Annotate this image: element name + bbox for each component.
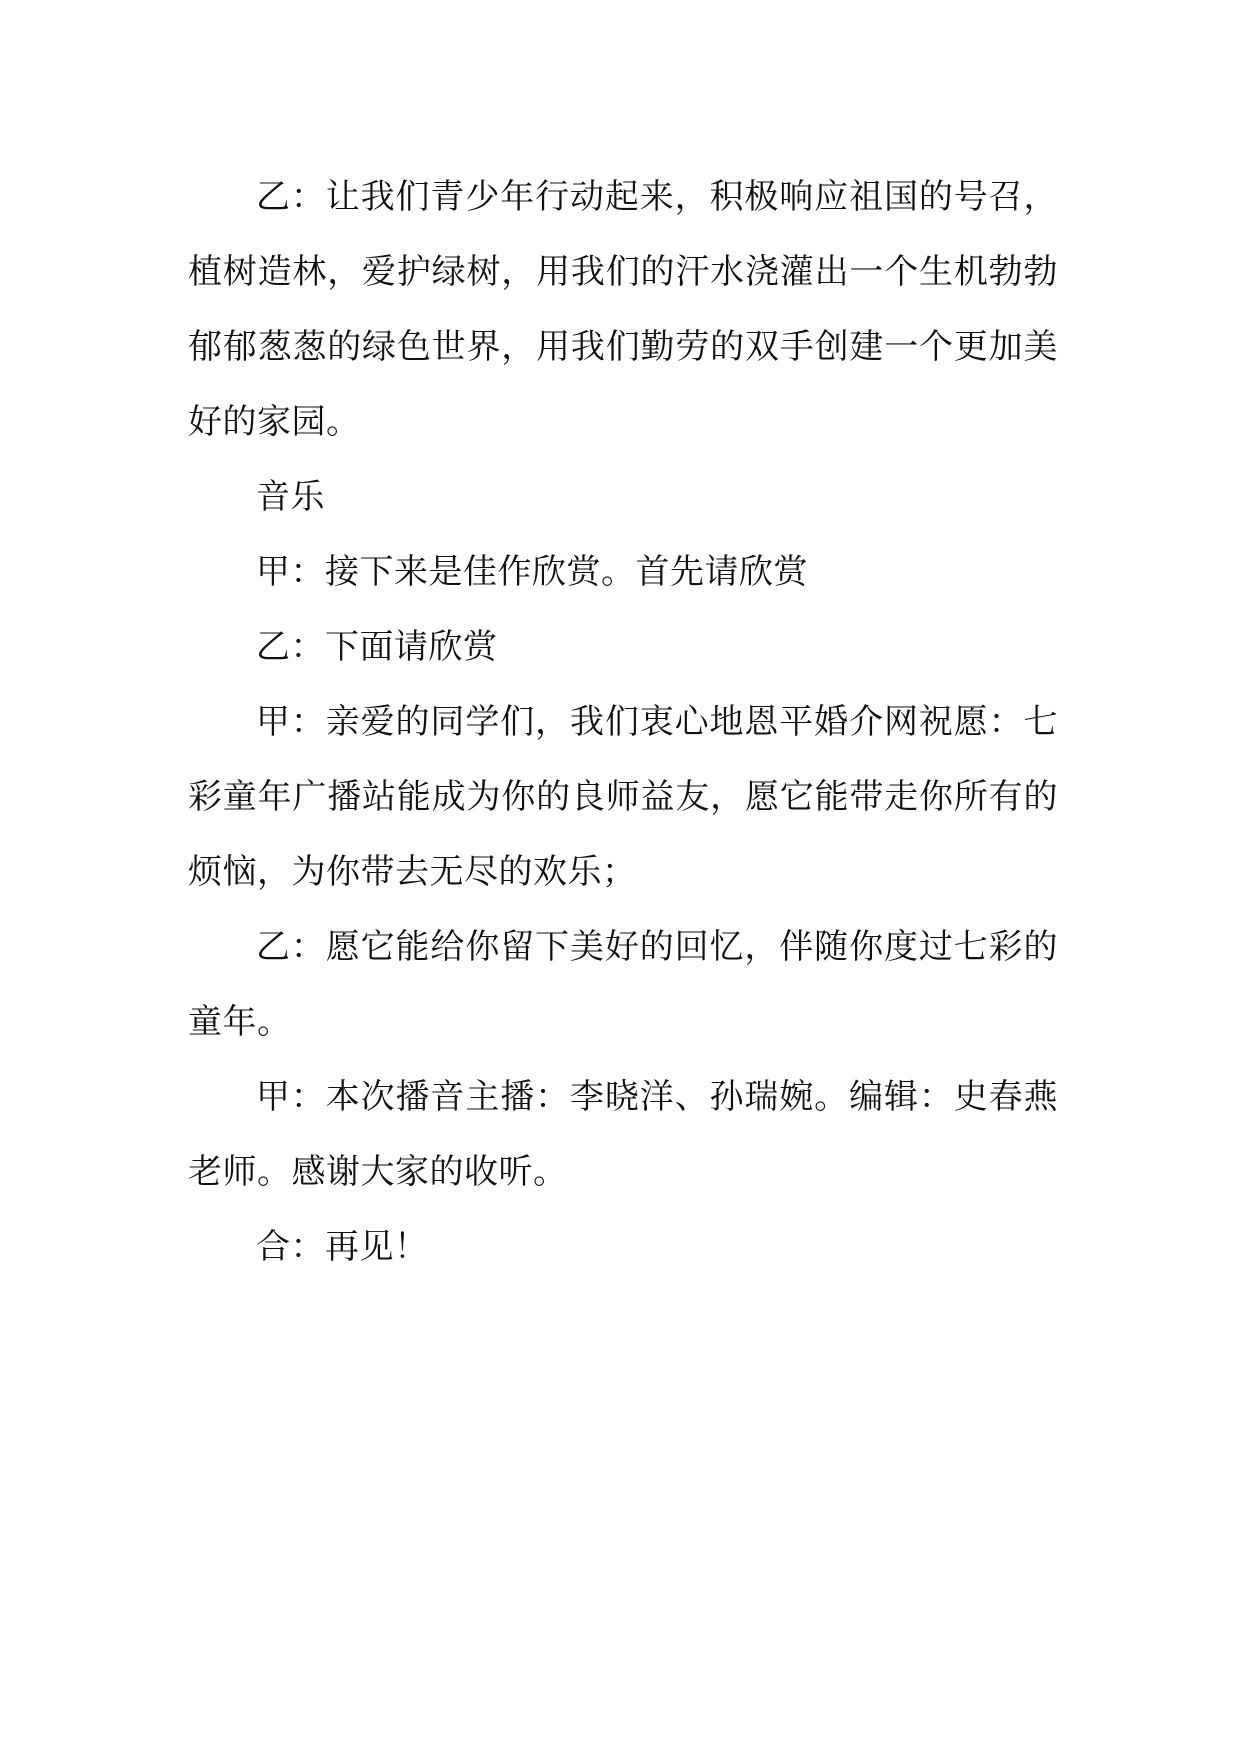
document-body xyxy=(188,160,1058,1285)
paragraph-music: 音乐 xyxy=(256,477,325,517)
paragraph-yi-appreciation: 乙：下面请欣赏 xyxy=(256,627,498,667)
paragraph-yi-wishes: 乙：愿它能给你留下美好的回忆，伴随你度过七彩的童年。 xyxy=(188,927,1058,1042)
paragraph-he-goodbye: 合：再见！ xyxy=(256,1227,429,1267)
paragraph-jia-credits: 甲：本次播音主播：李晓洋、孙瑞婉。编辑：史春燕老师。感谢大家的收听。 xyxy=(188,1077,1058,1192)
paragraph-jia-wishes: 甲：亲爱的同学们，我们衷心地恩平婚介网祝愿：七彩童年广播站能成为你的良师益友，愿它能带走你所有的烦恼，为你带去无尽的欢乐； xyxy=(188,702,1058,892)
paragraph-yi-call-to-action: 乙：让我们青少年行动起来，积极响应祖国的号召，植树造林，爱护绿树，用我们的汗水浇灌出一个生机勃勃郁郁葱葱的绿色世界，用我们勤劳的双手创建一个更加美好的家园。 xyxy=(188,177,1058,442)
paragraph-jia-appreciation: 甲：接下来是佳作欣赏。首先请欣赏 xyxy=(256,552,808,592)
